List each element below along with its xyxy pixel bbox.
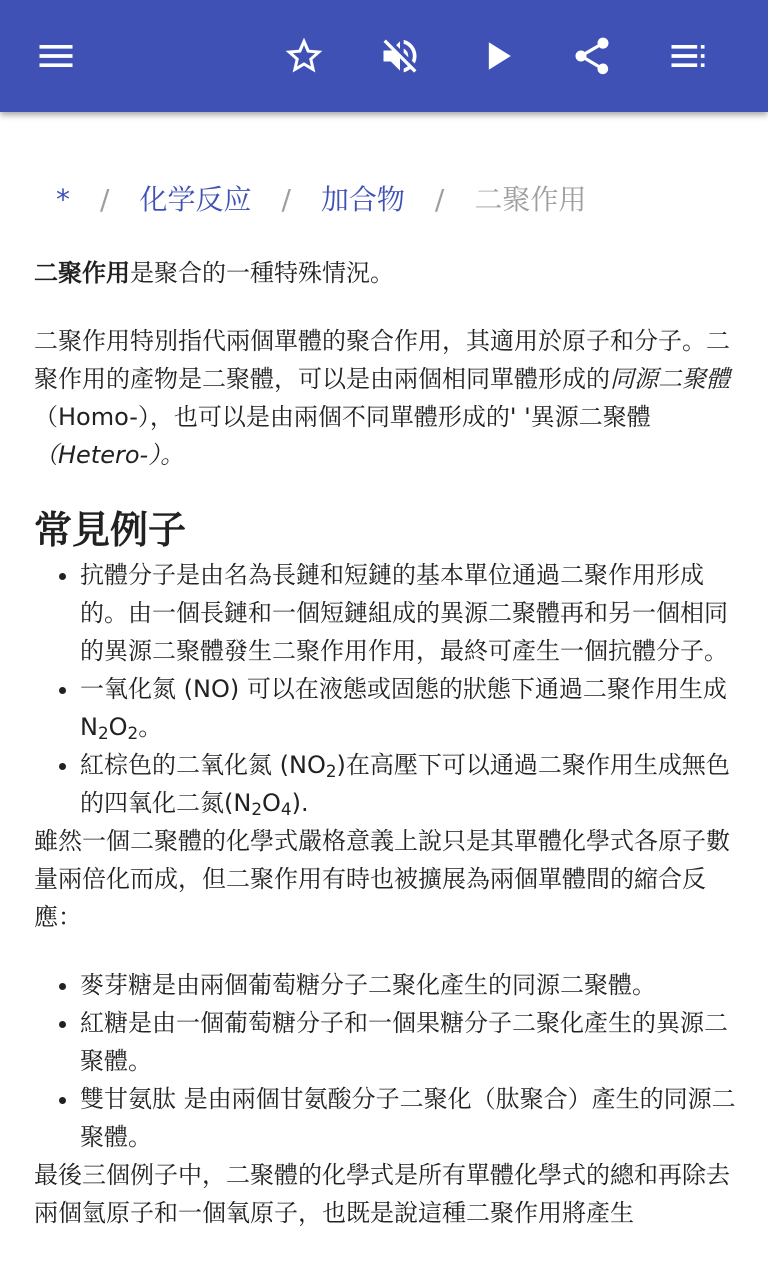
condensation-list xyxy=(34,966,740,1156)
breadcrumb-separator: / xyxy=(434,183,445,216)
definition-text-a: 二聚作用特別指代兩個單體的聚合作用，其適用於原子和分子。二聚作用的產物是二聚體，可以是由兩個相同單體形成的 xyxy=(34,327,730,393)
article-content xyxy=(0,112,768,1280)
list-item-tail: ). xyxy=(291,789,309,817)
formula-part: O xyxy=(108,713,128,741)
star-icon xyxy=(282,34,326,78)
formula-sub: 4 xyxy=(280,799,292,820)
formula-part: N xyxy=(80,713,98,741)
list-item-text: 一氧化氮 (NO) 可以在液態或固態的狀態下通過二聚作用生成 xyxy=(80,675,727,703)
list-item xyxy=(80,746,740,822)
breadcrumb xyxy=(56,178,586,218)
app-bar xyxy=(0,0,768,112)
breadcrumb-separator: / xyxy=(281,183,291,216)
hetero-term: （Hetero-）。 xyxy=(34,441,185,469)
definition-text-b: （Homo-），也可以是由兩個不同單體形成的' '異源二聚體 xyxy=(34,403,651,431)
breadcrumb-current: 二聚作用 xyxy=(474,183,587,216)
list-item: • 麥芽糖是由兩個葡萄糖分子二聚化產生的同源二聚體。 xyxy=(80,966,740,1004)
formula-n2o2 xyxy=(80,713,139,744)
formula-part: O xyxy=(262,789,281,817)
breadcrumb-link-adduct[interactable]: 加合物 xyxy=(320,183,405,216)
menu-button[interactable] xyxy=(24,24,88,88)
formula-sub: 2 xyxy=(251,799,263,820)
term-bold: 二聚作用 xyxy=(34,259,130,287)
play-button[interactable] xyxy=(466,24,530,88)
breadcrumb-home-link[interactable]: * xyxy=(56,183,70,216)
share-button[interactable] xyxy=(560,24,624,88)
intro-text: 是聚合的一種特殊情況。 xyxy=(130,259,394,287)
list-item: • 抗體分子是由名為長鏈和短鏈的基本單位通過二聚作用形成的。由一個長鏈和一個短鏈組成的異源二聚體再和另一個相同的異源二聚體發生二聚作用作用，最終可產生一個抗體分子。 xyxy=(80,556,740,670)
list-item: • 雙甘氨肽 是由兩個甘氨酸分子二聚化（肽聚合）產生的同源二聚體。 xyxy=(80,1080,740,1156)
list-item: • 紅糖是由一個葡萄糖分子和一個果糖分子二聚化產生的異源二聚體。 xyxy=(80,1004,740,1080)
playlist-button[interactable] xyxy=(656,24,720,88)
list-item-text: 紅棕色的二氧化氮 (NO xyxy=(80,751,326,779)
favorite-button[interactable] xyxy=(272,24,336,88)
playlist-icon xyxy=(666,34,710,78)
formula-sub: 2 xyxy=(127,723,139,744)
list-item xyxy=(80,670,740,746)
closing-paragraph: 最後三個例子中，二聚體的化學式是所有單體化學式的總和再除去兩個氫原子和一個氧原子，也既是說這種二聚作用將產生 xyxy=(34,1161,730,1227)
examples-list xyxy=(34,556,740,822)
condensation-paragraph: 雖然一個二聚體的化學式嚴格意義上說只是其單體化學式各原子數量兩倍化而成，但二聚作用有時也被擴展為兩個單體間的縮合反應： xyxy=(34,827,730,931)
play-icon xyxy=(476,34,520,78)
homodimer-term: 同源二聚體 xyxy=(610,365,730,393)
definition-paragraph xyxy=(34,322,740,474)
volume-off-icon xyxy=(378,34,422,78)
share-icon xyxy=(570,34,614,78)
formula-sub: 2 xyxy=(325,761,337,782)
breadcrumb-separator: / xyxy=(100,183,110,216)
list-item-text: )在高壓下可以通過二聚作用生成無色的四氧化二氮(N xyxy=(80,751,730,817)
menu-icon xyxy=(34,34,78,78)
article-body xyxy=(34,254,740,1232)
breadcrumb-link-chemical-reaction[interactable]: 化学反应 xyxy=(139,183,252,216)
list-item-tail: 。 xyxy=(138,713,163,741)
mute-button[interactable] xyxy=(368,24,432,88)
intro-paragraph xyxy=(34,254,740,292)
section-heading: 常見例子 xyxy=(34,508,187,552)
formula-sub: 2 xyxy=(97,723,109,744)
